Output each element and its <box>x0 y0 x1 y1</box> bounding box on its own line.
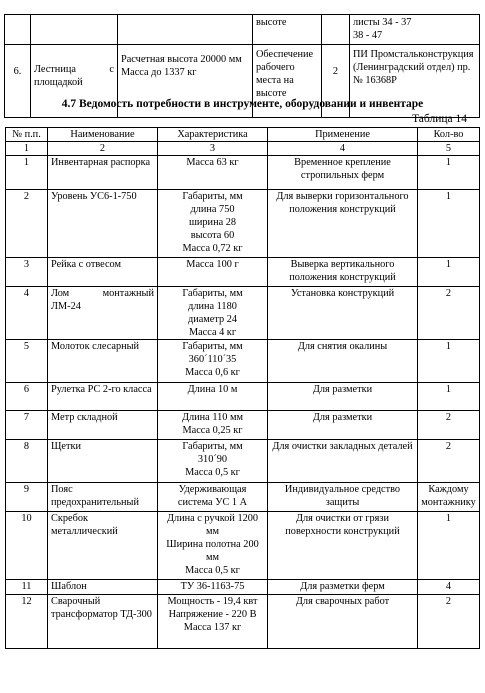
prev-no-cell <box>5 15 31 45</box>
purpose-cell: Индивидуальное средство защиты <box>268 483 418 512</box>
prev-ref-cell: листы 34 - 37 38 - 47 <box>350 15 480 45</box>
prev-ref-cell: ПИ Промстальконструкция (Ленинградский отдел) пр. № 16368Р <box>350 45 480 118</box>
prev-purpose-cell: высоте <box>253 15 322 45</box>
prev-qty-cell <box>322 15 350 45</box>
table-row <box>6 580 480 595</box>
no-cell: 5 <box>6 340 48 383</box>
characteristic-cell: Габариты, мм длина 1180 диаметр 24 Масса 4 кг <box>158 287 268 340</box>
table-row <box>6 190 480 258</box>
characteristic-cell: Мощность - 19,4 квт Напряжение - 220 В Масса 137 кг <box>158 595 268 649</box>
qty-cell: 1 <box>418 512 480 580</box>
table-row <box>6 287 480 340</box>
prev-no-cell: 6. <box>5 45 31 118</box>
previous-table-row <box>5 15 480 45</box>
header-qty: Кол-во <box>418 128 480 142</box>
prev-qty-cell: 2 <box>322 45 350 118</box>
name-cell: Скребок металлический <box>48 512 158 580</box>
header-no: № п.п. <box>6 128 48 142</box>
purpose-cell: Временное крепление стропильных ферм <box>268 156 418 190</box>
no-cell: 7 <box>6 411 48 440</box>
no-cell: 2 <box>6 190 48 258</box>
header-row <box>6 128 480 142</box>
no-cell: 1 <box>6 156 48 190</box>
qty-cell: 2 <box>418 411 480 440</box>
characteristic-cell: Масса 63 кг <box>158 156 268 190</box>
table-row <box>6 340 480 383</box>
characteristic-cell: Габариты, мм 360´110´35 Масса 0,6 кг <box>158 340 268 383</box>
characteristic-cell: Длина 110 мм Масса 0,25 кг <box>158 411 268 440</box>
purpose-cell: Установка конструкций <box>268 287 418 340</box>
name-cell: Щетки <box>48 440 158 483</box>
qty-cell: Каждому монтажнику <box>418 483 480 512</box>
characteristic-cell: Длина с ручкой 1200 мм Ширина полотна 200 мм Масса 0,5 кг <box>158 512 268 580</box>
purpose-cell: Для разметки <box>268 411 418 440</box>
qty-cell: 1 <box>418 156 480 190</box>
equipment-table <box>5 127 480 649</box>
no-cell: 6 <box>6 383 48 411</box>
name-cell: Сварочный трансформатор ТД-300 <box>48 595 158 649</box>
no-cell: 10 <box>6 512 48 580</box>
qty-cell: 4 <box>418 580 480 595</box>
name-cell: Рулетка РС 2-го класса <box>48 383 158 411</box>
table-label: Таблица 14 <box>412 113 467 125</box>
name-cell: Пояс предохранительный <box>48 483 158 512</box>
column-number: 2 <box>48 142 158 156</box>
column-number-row <box>6 142 480 156</box>
prev-name-text: Лестница с площадкой <box>34 64 114 88</box>
column-number: 4 <box>268 142 418 156</box>
table-row <box>6 156 480 190</box>
characteristic-cell: Масса 100 г <box>158 258 268 287</box>
no-cell: 11 <box>6 580 48 595</box>
equipment-table-body <box>6 156 480 649</box>
header-purpose: Применение <box>268 128 418 142</box>
purpose-cell: Для выверки горизонтального положения конструкций <box>268 190 418 258</box>
purpose-cell: Для разметки ферм <box>268 580 418 595</box>
no-cell: 4 <box>6 287 48 340</box>
table-row <box>6 595 480 649</box>
purpose-cell: Выверка вертикального положения конструкций <box>268 258 418 287</box>
characteristic-cell: Габариты, мм 310´90 Масса 0,5 кг <box>158 440 268 483</box>
purpose-cell: Для разметки <box>268 383 418 411</box>
characteristic-cell: Длина 10 м <box>158 383 268 411</box>
qty-cell: 1 <box>418 190 480 258</box>
purpose-cell: Для снятия окалины <box>268 340 418 383</box>
purpose-cell: Для сварочных работ <box>268 595 418 649</box>
qty-cell: 1 <box>418 340 480 383</box>
column-number: 5 <box>418 142 480 156</box>
name-cell: Молоток слесарный <box>48 340 158 383</box>
header-characteristic: Характеристика <box>158 128 268 142</box>
characteristic-cell: Удерживающая система УС 1 А <box>158 483 268 512</box>
name-cell: Инвентарная распорка <box>48 156 158 190</box>
no-cell: 9 <box>6 483 48 512</box>
purpose-cell: Для очистки закладных деталей <box>268 440 418 483</box>
characteristic-cell: ТУ 36-1163-75 <box>158 580 268 595</box>
table-row <box>6 411 480 440</box>
no-cell: 3 <box>6 258 48 287</box>
column-number: 3 <box>158 142 268 156</box>
name-cell: Лом монтажный ЛМ-24 <box>48 287 158 340</box>
table-row <box>6 258 480 287</box>
qty-cell: 1 <box>418 383 480 411</box>
prev-purpose-cell: Обеспечение рабочего места на высоте <box>253 45 322 118</box>
prev-char-cell: Расчетная высота 20000 мм Масса до 1337 кг <box>118 45 253 118</box>
name-cell: Шаблон <box>48 580 158 595</box>
qty-cell: 1 <box>418 258 480 287</box>
table-row <box>6 383 480 411</box>
name-cell: Метр складной <box>48 411 158 440</box>
header-name: Наименование <box>48 128 158 142</box>
prev-char-cell <box>118 15 253 45</box>
column-number: 1 <box>6 142 48 156</box>
section-title: 4.7 Ведомость потребности в инструменте, оборудовании и инвентаре <box>61 98 424 110</box>
characteristic-cell: Габариты, мм длина 750 ширина 28 высота 60 Масса 0,72 кг <box>158 190 268 258</box>
name-cell: Рейка с отвесом <box>48 258 158 287</box>
no-cell: 8 <box>6 440 48 483</box>
table-row <box>6 440 480 483</box>
table-row <box>6 512 480 580</box>
purpose-cell: Для очистки от грязи поверхности конструкций <box>268 512 418 580</box>
qty-cell: 2 <box>418 440 480 483</box>
name-cell: Уровень УС6-1-750 <box>48 190 158 258</box>
qty-cell: 2 <box>418 595 480 649</box>
no-cell: 12 <box>6 595 48 649</box>
table-row <box>6 483 480 512</box>
qty-cell: 2 <box>418 287 480 340</box>
prev-name-cell <box>31 15 118 45</box>
